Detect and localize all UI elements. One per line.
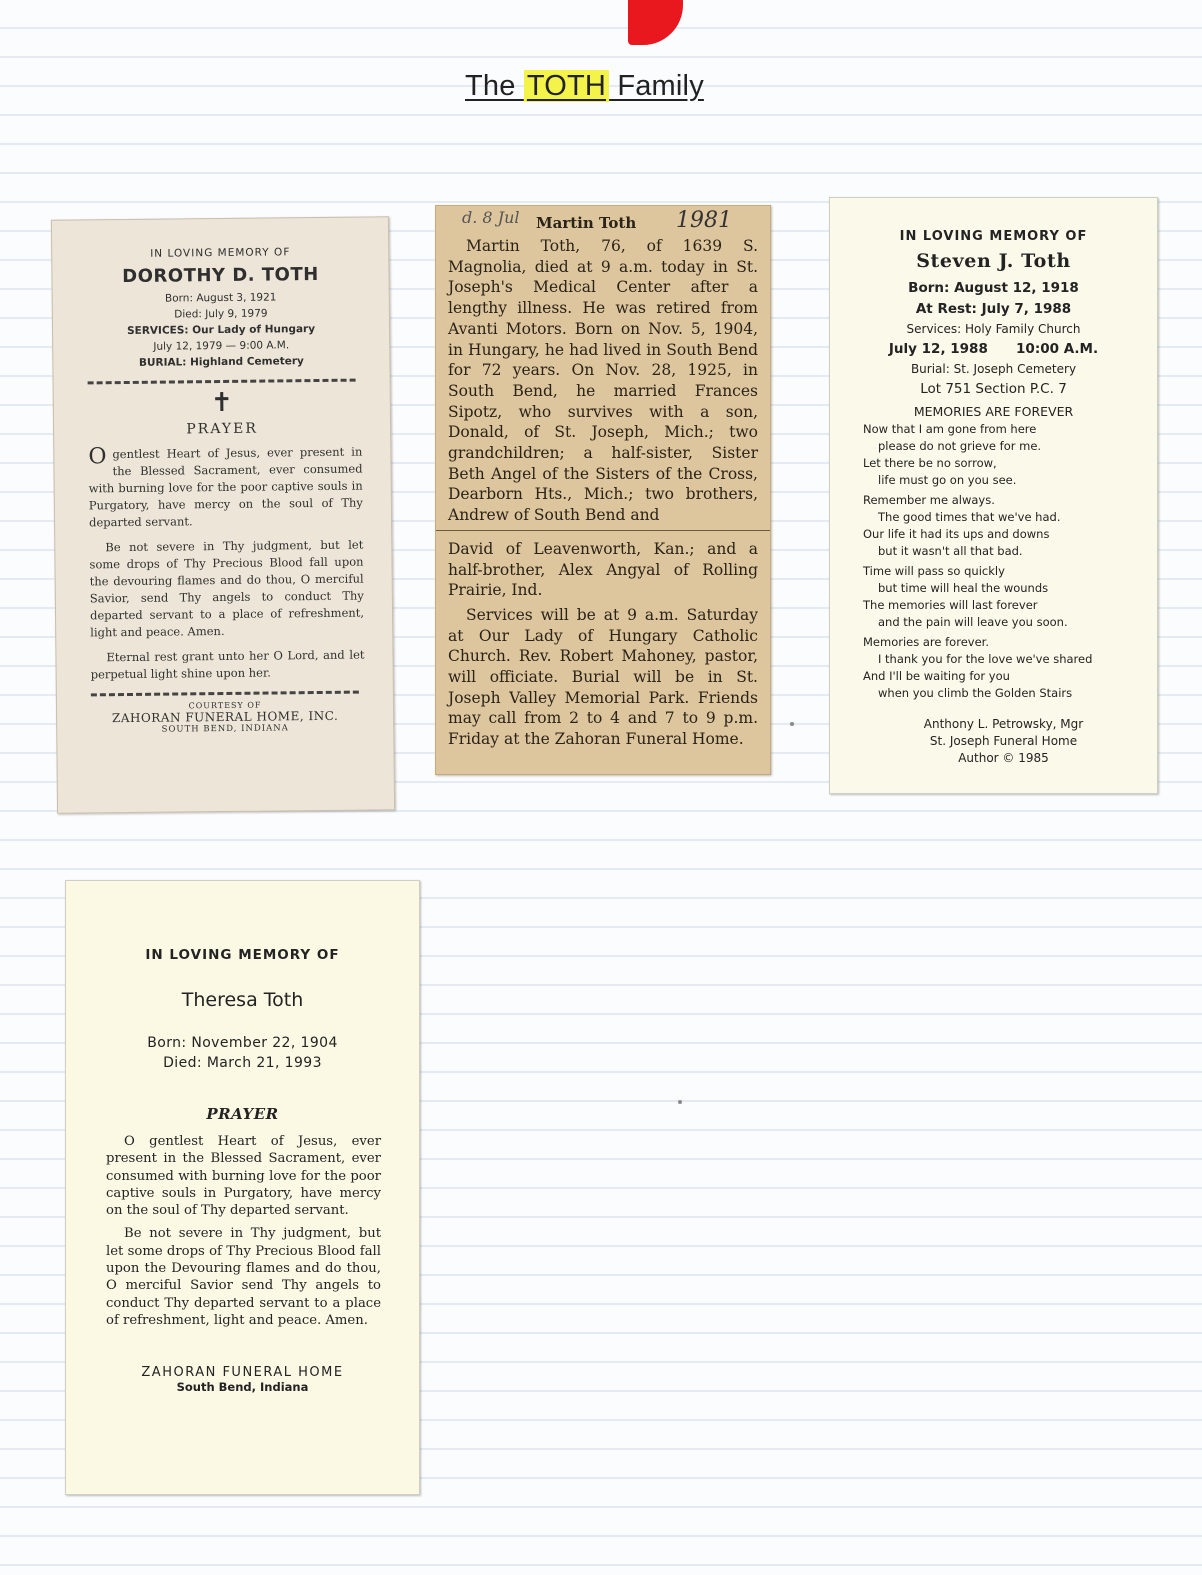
- poem-line: but it wasn't all that bad.: [878, 544, 1023, 558]
- martin-obituary-clipping: [435, 205, 771, 775]
- title-suffix: Family: [609, 70, 704, 102]
- poem-line: please do not grieve for me.: [878, 439, 1042, 453]
- rest-date: At Rest: July 7, 1988: [915, 301, 1072, 317]
- poem-stanza: [863, 492, 1147, 560]
- memory-heading: IN LOVING MEMORY OF: [150, 246, 291, 260]
- poem-line: Our life it had its ups and downs: [863, 527, 1050, 541]
- died-date: Died: March 21, 1993: [163, 1055, 322, 1071]
- born-date: Born: August 3, 1921: [164, 291, 277, 305]
- burial: Burial: St. Joseph Cemetery: [910, 362, 1077, 376]
- poem-stanza: [863, 634, 1147, 702]
- poem-line: but time will heal the wounds: [878, 581, 1049, 595]
- deceased-name: DOROTHY D. TOTH: [122, 263, 319, 288]
- poem-line: Remember me always.: [863, 493, 995, 507]
- author-copyright: Author © 1985: [958, 751, 1049, 765]
- cross-icon: ✝: [210, 387, 233, 419]
- services: Services: Holy Family Church: [906, 322, 1081, 336]
- dorothy-memorial-card: [51, 216, 395, 814]
- obituary-column-2a: David of Leavenworth, Kan.; and a half-brother, Alex Angyal of Rolling Prairie, Ind.: [448, 539, 758, 600]
- red-ribbon: [628, 0, 683, 45]
- poem-line: The good times that we've had.: [878, 510, 1061, 524]
- divider: [91, 691, 359, 697]
- deceased-name: Theresa Toth: [181, 989, 304, 1011]
- city: SOUTH BEND, INDIANA: [161, 723, 289, 735]
- funeral-home: ZAHORAN FUNERAL HOME, INC.: [111, 708, 339, 726]
- poem-line: The memories will last forever: [863, 598, 1038, 612]
- theresa-memorial-card: [65, 880, 420, 1495]
- poem-stanza: [863, 563, 1147, 631]
- services: SERVICES: Our Lady of Hungary: [127, 323, 316, 337]
- handwritten-year: 1981: [676, 208, 732, 233]
- born-date: Born: November 22, 1904: [147, 1035, 338, 1051]
- prayer-paragraph-3: Eternal rest grant unto her O Lord, and let perpetual light shine upon her.: [90, 647, 365, 682]
- poem-line: Now that I am gone from here: [863, 422, 1037, 436]
- prayer-heading: PRAYER: [186, 420, 258, 438]
- born-date: Born: August 12, 1918: [908, 280, 1079, 296]
- title-prefix: The: [465, 70, 524, 102]
- speck: [790, 722, 794, 726]
- headline: [462, 208, 770, 233]
- lot: Lot 751 Section P.C. 7: [920, 381, 1067, 397]
- title-highlight: TOTH: [524, 70, 609, 102]
- service-time: July 12, 1988 10:00 A.M.: [888, 341, 1099, 357]
- memories-heading: MEMORIES ARE FOREVER: [913, 404, 1074, 419]
- deceased-name: Steven J. Toth: [916, 250, 1071, 272]
- handwritten-note: d. 8 Jul: [462, 208, 520, 227]
- poem-line: And I'll be waiting for you: [863, 669, 1010, 683]
- poem-line: Time will pass so quickly: [863, 564, 1005, 578]
- burial: BURIAL: Highland Cemetery: [138, 355, 304, 369]
- author-name: Anthony L. Petrowsky, Mgr: [923, 717, 1084, 731]
- poem: [863, 421, 1147, 702]
- speck: [678, 1100, 682, 1104]
- obituary-column-1: Martin Toth, 76, of 1639 S. Magnolia, died at 9 a.m. today in St. Joseph's Medical Center after a lengthy illness. He was retired from Avanti Motors. Born on Nov. 5, 1904, in Hungary, he had lived in South Bend for 72 years. On Nov. 28, 1925, in South Bend, he married Frances Sipotz, who survives with a son, Donald, of St. Joseph, Mich.; two grandchildren; a half-sister, Sister Beth Angel of the Sisters of the Cross, Dearborn Hts., Mich.; two brothers, Andrew of South Bend and: [448, 237, 758, 525]
- page-title: [465, 70, 704, 103]
- author-home: St. Joseph Funeral Home: [929, 734, 1078, 748]
- prayer-paragraph-2: Be not severe in Thy judgment, but let some drops of Thy Precious Blood fall upon the Devouring flames and do thou, O merciful Savior send Thy angels to conduct Thy departed servant to a place of refreshment, light and peace. Amen.: [106, 1226, 381, 1328]
- headline-text: Martin Toth: [536, 214, 637, 232]
- poem-line: I thank you for the love we've shared: [878, 652, 1093, 666]
- steven-memorial-card: [829, 197, 1158, 794]
- prayer-paragraph-2: Be not severe in Thy judgment, but let some drops of Thy Precious Blood fall upon the devouring flames and do thou, O merciful Savior, send Thy angels to conduct Thy departed servant to a place of refreshment, light and peace. Amen.: [89, 537, 365, 640]
- poem-line: Let there be no sorrow,: [863, 456, 997, 470]
- clipping-seam: [436, 530, 770, 531]
- drop-cap: O: [88, 444, 107, 470]
- courtesy-label: COURTESY OF: [188, 700, 262, 711]
- poem-line: Memories are forever.: [863, 635, 989, 649]
- prayer-heading: PRAYER: [206, 1105, 279, 1123]
- died-date: Died: July 9, 1979: [174, 307, 268, 321]
- funeral-home: ZAHORAN FUNERAL HOME: [141, 1365, 344, 1381]
- prayer-paragraph-1: O gentlest Heart of Jesus, ever present in the Blessed Sacrament, ever consumed with burning love for the poor captive souls in Purgatory, have mercy on the soul of Thy departed servant.: [106, 1134, 381, 1219]
- prayer-paragraph-1: [88, 444, 363, 532]
- poem-stanza: [863, 421, 1147, 489]
- poem-line: when you climb the Golden Stairs: [878, 686, 1073, 700]
- obituary-column-2b: Services will be at 9 a.m. Saturday at Our Lady of Hungary Catholic Church. Rev. Robert Mahoney, pastor, will officiate. Burial will be in St. Joseph Valley Memorial Park. Friends may call from 2 to 4 and 7 to 9 p.m. Friday at the Zahoran Funeral Home.: [448, 605, 758, 749]
- memory-heading: IN LOVING MEMORY OF: [145, 947, 340, 963]
- poem-line: and the pain will leave you soon.: [878, 615, 1068, 629]
- service-time: July 12, 1979 — 9:00 A.M.: [153, 339, 290, 353]
- divider: [88, 379, 356, 385]
- poem-line: life must go on you see.: [878, 473, 1017, 487]
- prayer-text: gentlest Heart of Jesus, ever present in the Blessed Sacrament, ever consumed with burning love for the poor captive souls in Purgatory, have mercy on the soul of Thy departed servant.: [88, 444, 363, 530]
- city: South Bend, Indiana: [176, 1380, 309, 1395]
- memory-heading: IN LOVING MEMORY OF: [899, 229, 1088, 244]
